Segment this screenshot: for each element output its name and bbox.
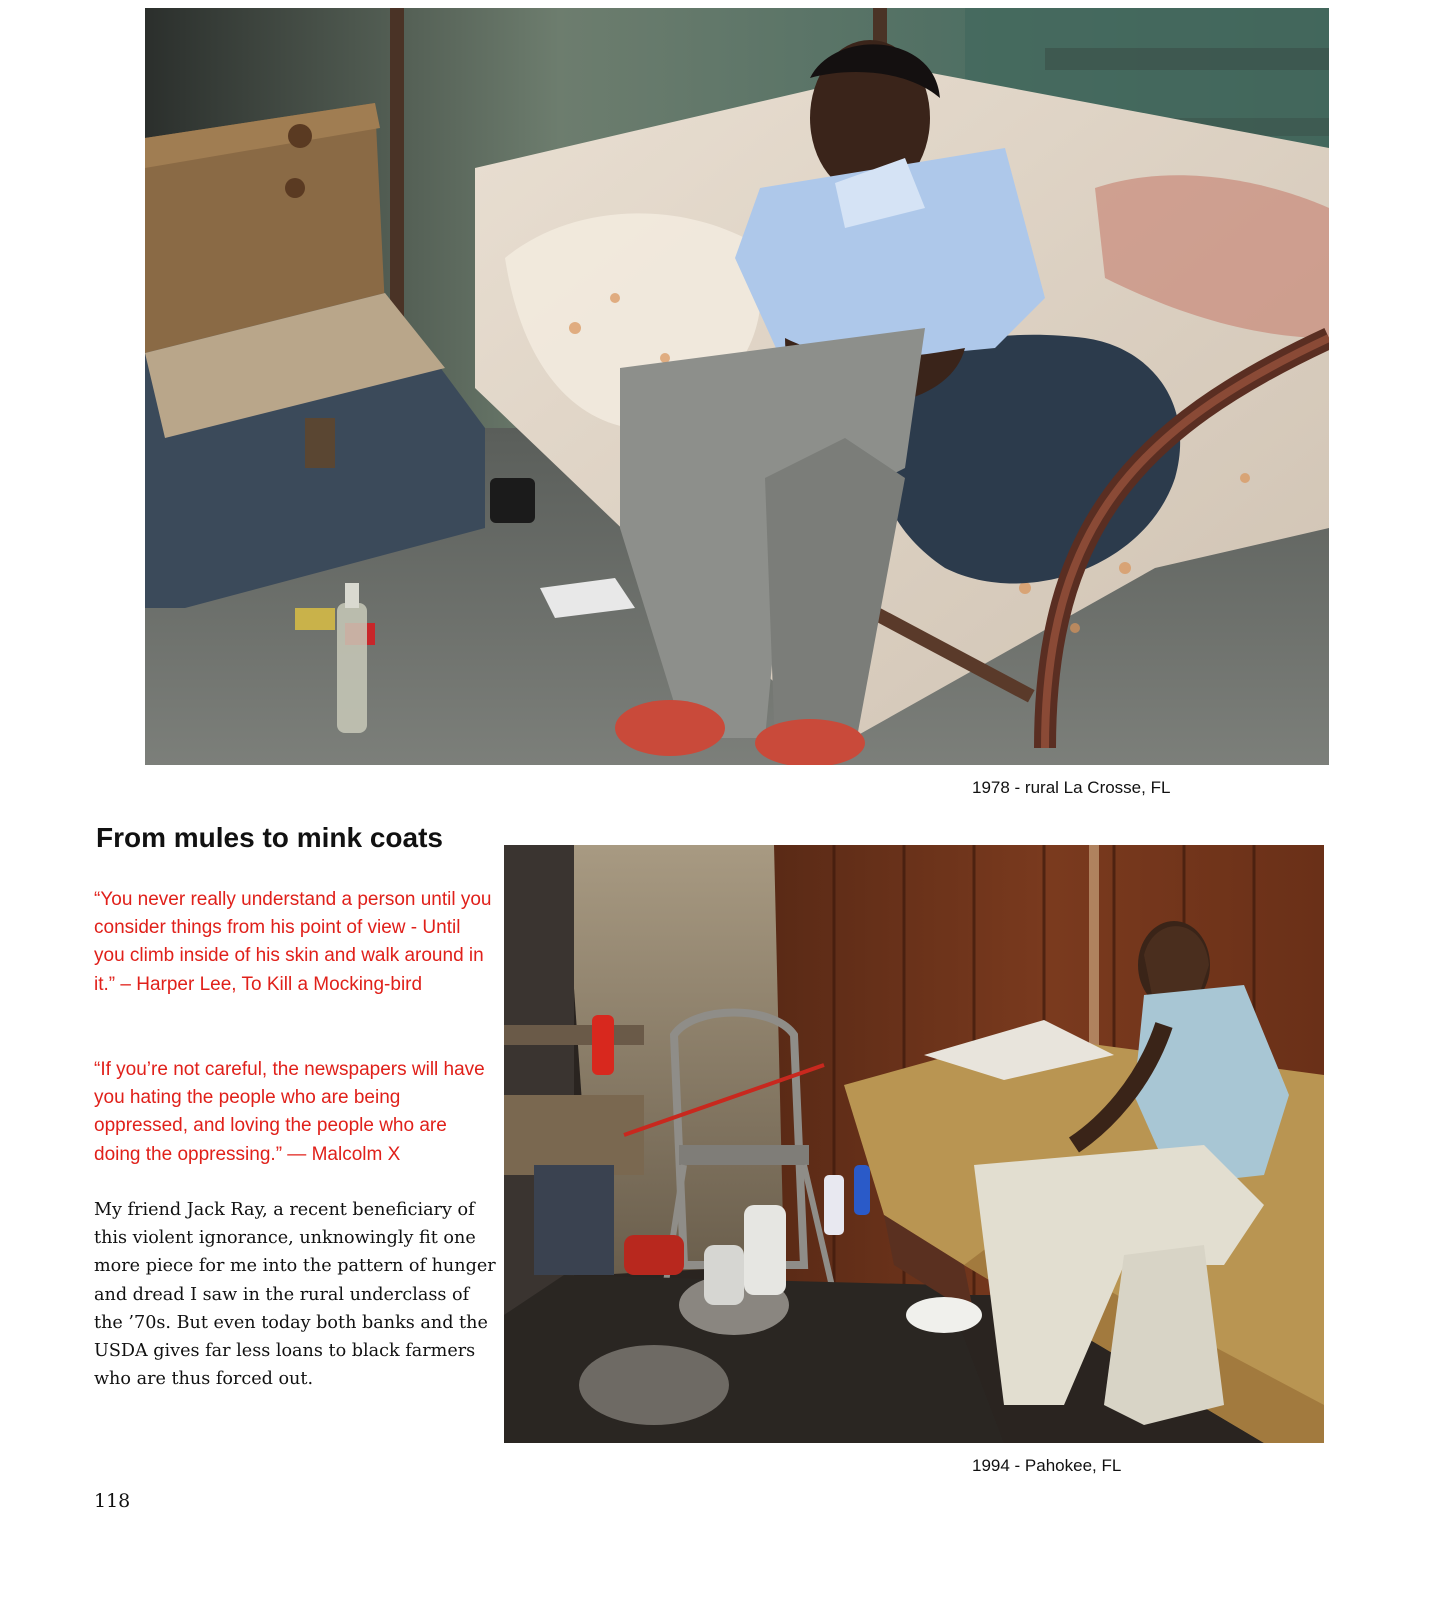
photo-caption-bottom: 1994 - Pahokee, FL bbox=[972, 1456, 1122, 1475]
photo-1994-bedroom bbox=[504, 845, 1324, 1443]
article-title: From mules to mink coats bbox=[96, 822, 443, 853]
photo-caption-top: 1978 - rural La Crosse, FL bbox=[972, 778, 1171, 797]
photo-1994-illustration bbox=[504, 845, 1324, 1443]
body-paragraph: My friend Jack Ray, a recent beneficiary of this violent ignorance, unknowingly fit one more piece for me into the pattern of hunger and dread I saw in the rural underclass of the ’70s. But even today both banks and the USDA gives far less loans to black farmers who are thus forced out. bbox=[94, 1200, 496, 1390]
quote-harper-lee: “You never really understand a person until you consider things from his point of view - Until you climb inside of his skin and walk around in it.” – Harper Lee, To Kill a Mocking-bird bbox=[94, 889, 492, 995]
page-number: 118 bbox=[94, 1490, 131, 1512]
photo-1978-bedroom bbox=[145, 8, 1329, 765]
quote-malcolm-x: “If you’re not careful, the newspapers will have you hating the people who are being oppressed, and loving the people who are doing the oppressing.” — Malcolm X bbox=[94, 1059, 485, 1165]
photo-1978-illustration bbox=[145, 8, 1329, 765]
